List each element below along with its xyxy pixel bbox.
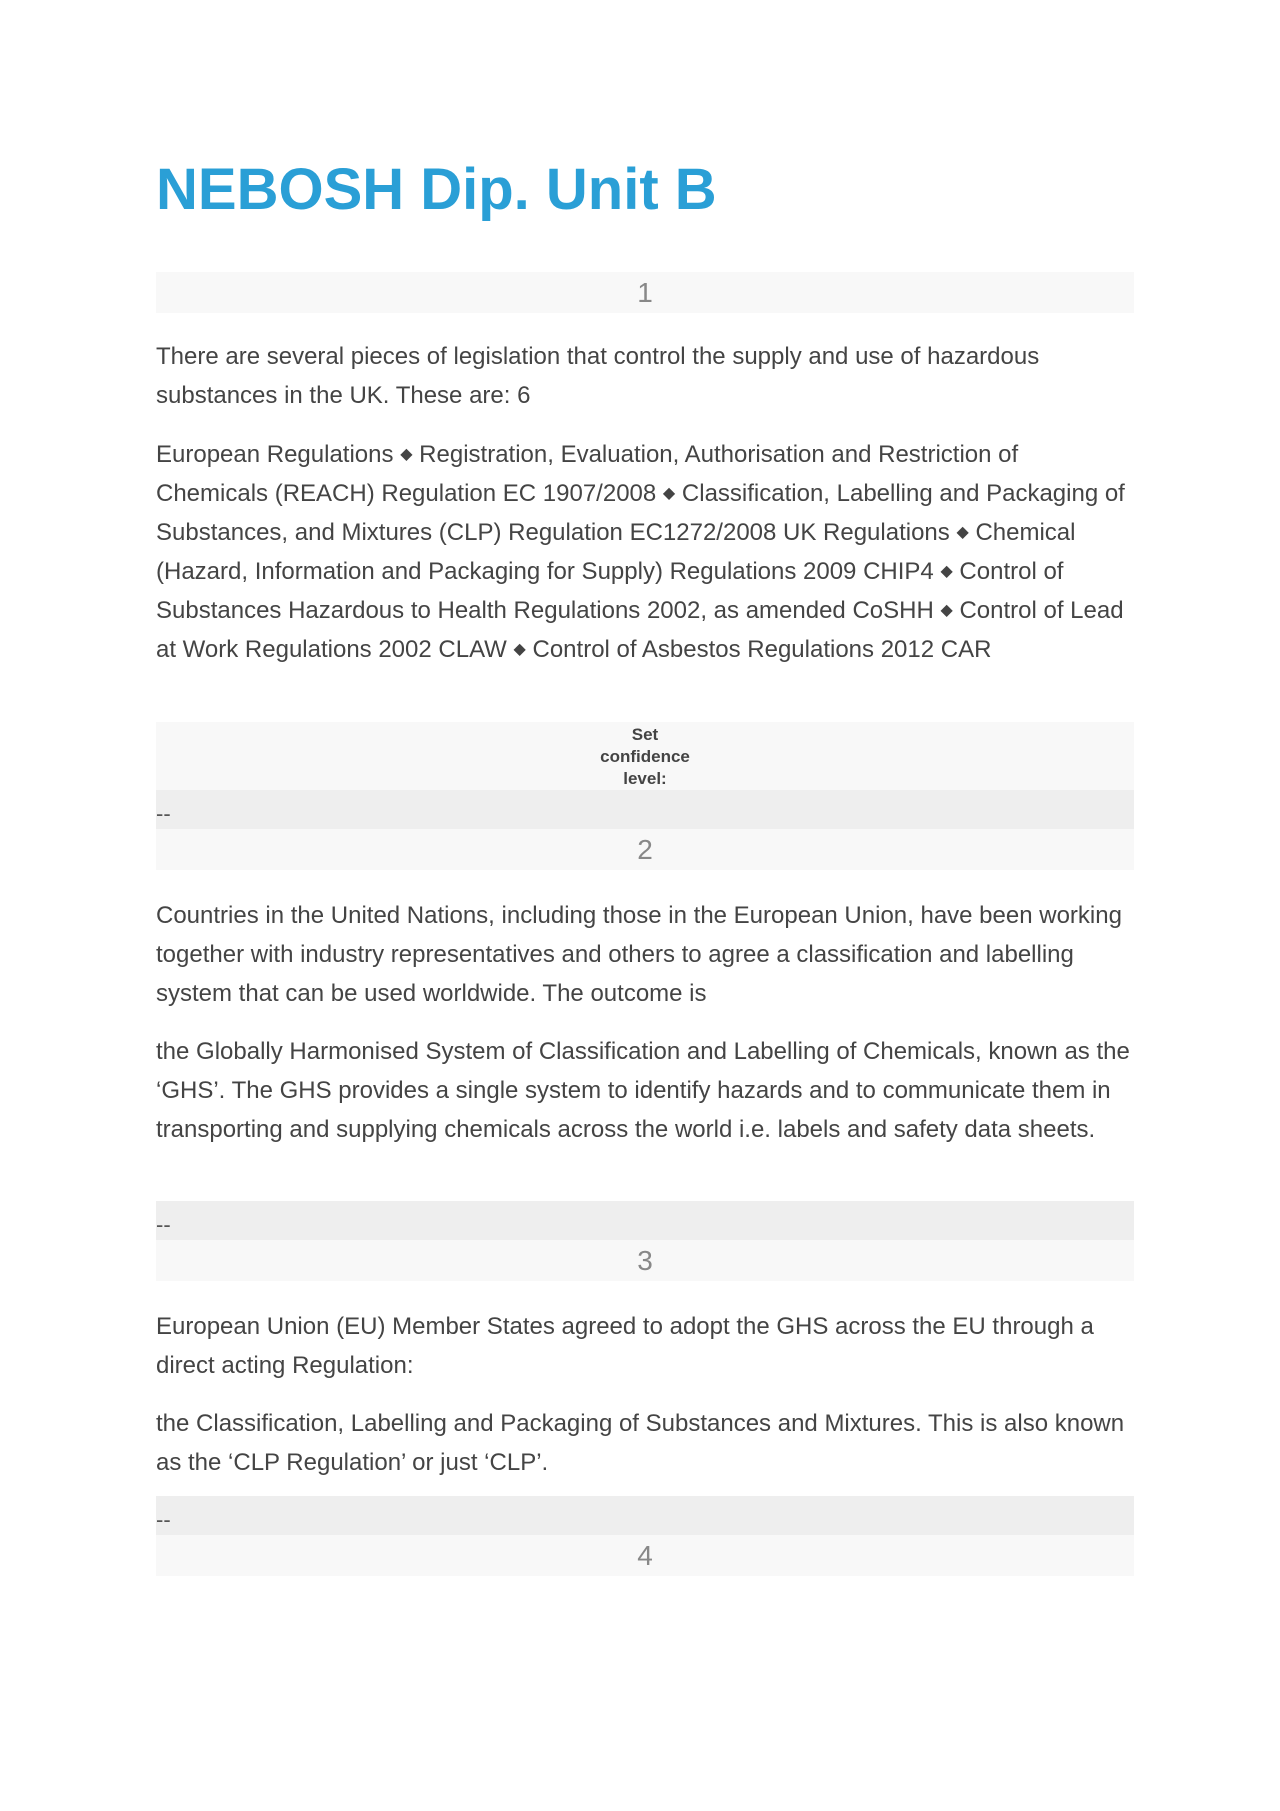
card-number-1: 1: [156, 272, 1134, 313]
diamond-bullet-icon: ◆: [940, 563, 953, 580]
document-title: NEBOSH Dip. Unit B: [156, 157, 717, 222]
card-1-paragraph-1: There are several pieces of legislation that control the supply and use of hazardous substances in the UK. These are: 6: [156, 343, 1040, 409]
confidence-level-value[interactable]: --: [156, 790, 1134, 829]
diamond-bullet-icon: ◆: [400, 446, 413, 463]
confidence-level-box: [156, 722, 1134, 790]
list-item: Registration, Evaluation, Authorisation and Restriction of Chemicals (REACH) Regulation EC 1907/2008: [156, 441, 1019, 507]
card-number-3: 3: [156, 1240, 1134, 1281]
card-3-paragraph-1: European Union (EU) Member States agreed to adopt the GHS across the EU through a direct acting Regulation:: [156, 1313, 1094, 1379]
list-item: Classification, Labelling and Packaging of Substances, and Mixtures (CLP) Regulation EC1272/2008 UK Regulations: [156, 480, 1125, 546]
card-number-2: 2: [156, 829, 1134, 870]
diamond-bullet-icon: ◆: [662, 485, 676, 502]
confidence-level-value[interactable]: --: [156, 1496, 1134, 1535]
card-2-paragraph-2: the Globally Harmonised System of Classification and Labelling of Chemicals, known as the ‘GHS’. The GHS provides a single system to identify hazards and to communicate them in transporting and supplying chemicals across the world i.e. labels and safety data sheets.: [156, 1038, 1130, 1143]
diamond-bullet-icon: ◆: [940, 602, 953, 619]
confidence-level-label: Set confidence level:: [600, 725, 690, 788]
list-item: European Regulations: [156, 441, 394, 468]
list-item: Chemical (Hazard, Information and Packaging for Supply) Regulations 2009 CHIP4: [156, 519, 1076, 585]
card-3-paragraph-2: the Classification, Labelling and Packaging of Substances and Mixtures. This is also known as the ‘CLP Regulation’ or just ‘CLP’.: [156, 1410, 1125, 1476]
diamond-bullet-icon: ◆: [956, 524, 969, 541]
list-item: Control of Asbestos Regulations 2012 CAR: [532, 636, 992, 663]
list-item: Control of Substances Hazardous to Health Regulations 2002, as amended CoSHH: [156, 558, 1064, 624]
confidence-level-value[interactable]: --: [156, 1201, 1134, 1240]
list-item: Control of Lead at Work Regulations 2002 CLAW: [156, 597, 1124, 663]
card-2-paragraph-1: Countries in the United Nations, including those in the European Union, have been working together with industry representatives and others to agree a classification and labelling system that can be used worldwide. The outcome is: [156, 902, 1122, 1007]
diamond-bullet-icon: ◆: [513, 641, 526, 658]
card-1-legislation-list: [156, 435, 1134, 669]
card-number-4: 4: [156, 1535, 1134, 1576]
